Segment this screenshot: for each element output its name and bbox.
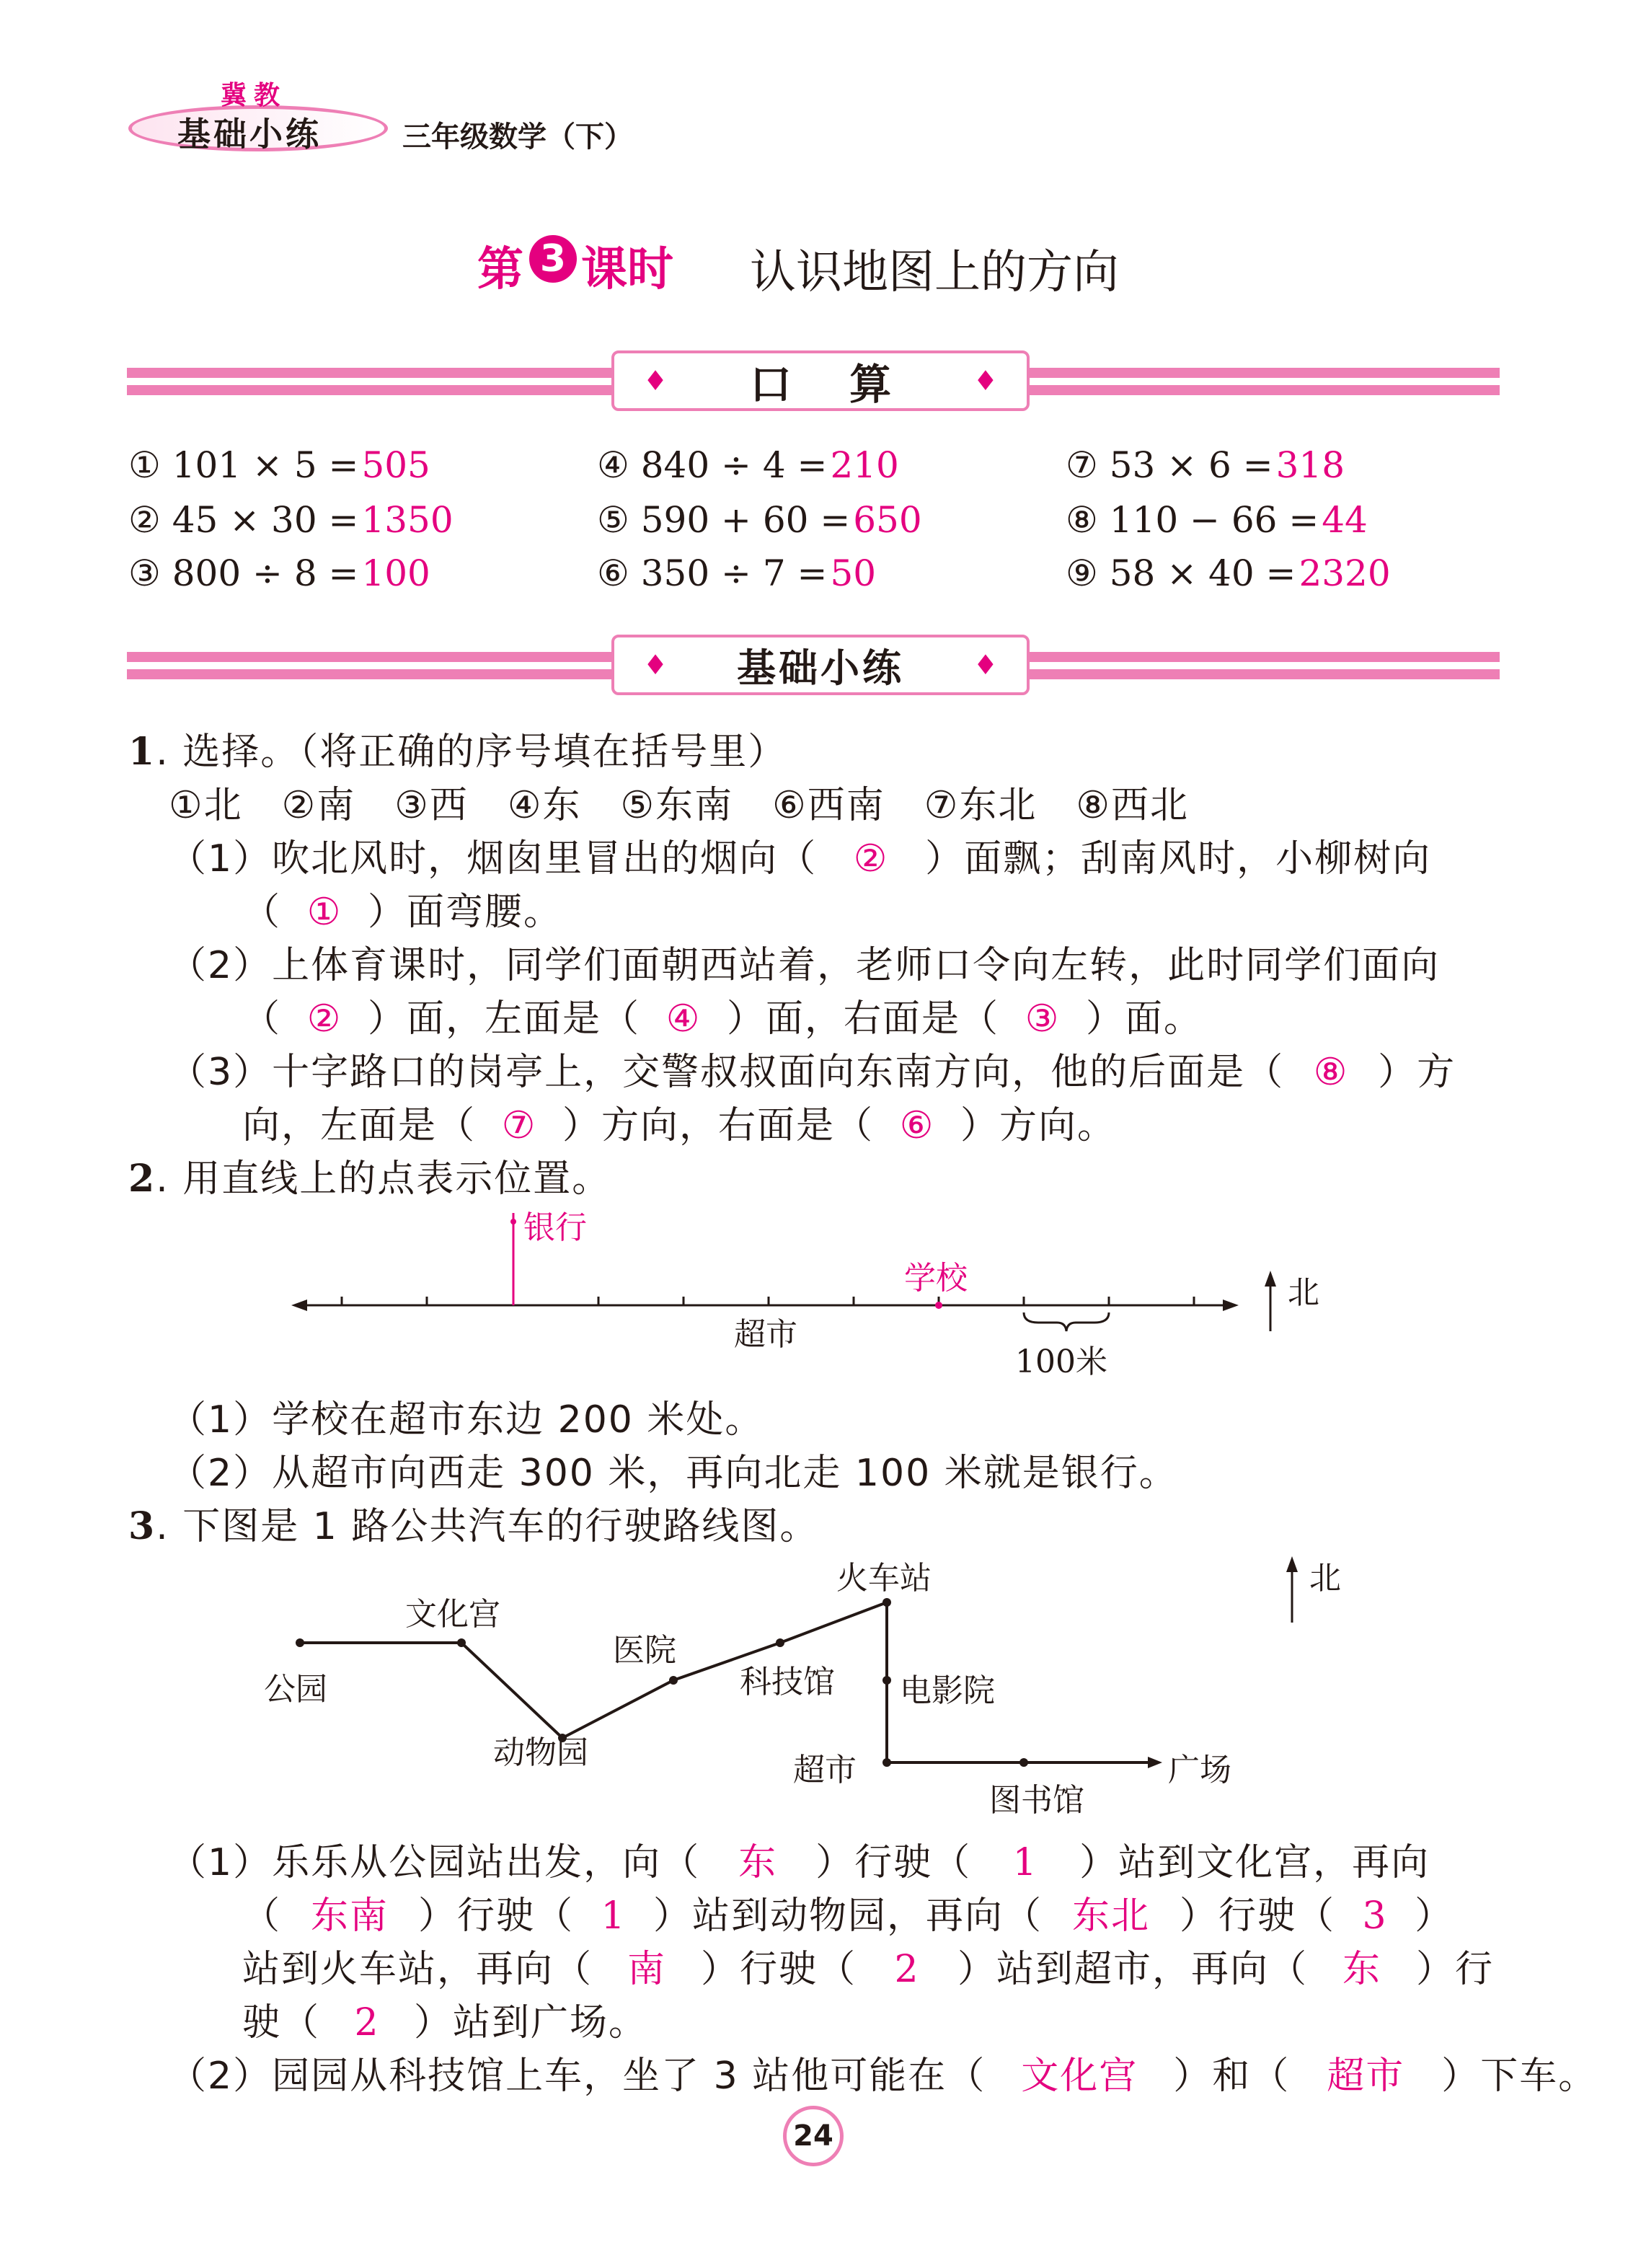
calc-item: ⑨ 58 × 40 =2320	[1066, 552, 1391, 594]
map-north-label: 北	[1309, 1560, 1341, 1597]
page-number: 24	[783, 2106, 844, 2166]
answer-blank: ②	[853, 837, 889, 881]
page-title: 认识地图上的方向	[750, 246, 1119, 299]
section-title-basic: 基础小练	[737, 645, 904, 691]
stop-square: 广场	[1168, 1752, 1231, 1788]
label-scale: 100米	[1015, 1343, 1107, 1380]
q3-part1-line1: （1）乐乐从公园站出发，向（ 东 ）行驶（ 1 ）站到文化宫，再向	[169, 1832, 1430, 1886]
q3-part1-line2: （ 东南 ）行驶（ 1 ）站到动物园，再向（ 东北 ）行驶（ 3 ）	[242, 1885, 1454, 1939]
diamond-icon: ♦	[973, 649, 998, 681]
q1-part3-line1: （3）十字路口的岗亭上，交警叔叔面向东南方向，他的后面是（ ⑧ ）方	[169, 1051, 1456, 1094]
q3-part1-line4: 驶（ 2 ）站到广场。	[242, 2001, 648, 2044]
q3-part1-line3: 站到火车站，再向（ 南 ）行驶（ 2 ）站到超市，再向（ 东 ）行	[242, 1938, 1494, 1993]
stop-library: 图书馆	[989, 1782, 1084, 1819]
answer-blank: 2	[894, 1948, 920, 1991]
lesson-prefix: 第	[477, 243, 523, 296]
answer-blank: 东	[1342, 1948, 1382, 1991]
stop-railway-station: 火车站	[836, 1560, 932, 1597]
diamond-icon: ♦	[643, 649, 668, 681]
answer-blank: 东北	[1072, 1894, 1151, 1938]
lesson-suffix: 课时	[581, 243, 673, 296]
grade-label: 三年级数学（下）	[402, 120, 633, 154]
answer-blank: ③	[1025, 997, 1061, 1041]
q1-options: ①北 ②南 ③西 ④东 ⑤东南 ⑥西南 ⑦东北 ⑧西北	[169, 784, 1189, 827]
calc-item: ③ 800 ÷ 8 =100	[128, 552, 430, 594]
section-title-oral: 口 算	[749, 360, 913, 409]
q1-part1-line1: （1）吹北风时，烟囱里冒出的烟向（ ② ）面飘；刮南风时，小柳树向	[169, 837, 1432, 881]
stop-park: 公园	[264, 1671, 327, 1708]
calc-item: ② 45 × 30 =1350	[128, 499, 454, 541]
school-point	[935, 1302, 942, 1309]
answer-blank: 南	[627, 1948, 667, 1991]
answer-blank: 2	[354, 2001, 380, 2044]
q3-prompt: 3. 下图是 1 路公共汽车的行驶路线图。	[128, 1504, 819, 1548]
q1-part3-line2: 向，左面是（ ⑦ ）方向，右面是（ ⑥ ）方向。	[242, 1104, 1117, 1147]
q1-part2-line2: （ ② ）面，左面是（ ④ ）面，右面是（ ③ ）面。	[242, 997, 1203, 1041]
answer-blank: ⑥	[899, 1104, 935, 1147]
stop-supermarket: 超市	[793, 1752, 857, 1788]
answer-blank: 超市	[1327, 2055, 1405, 2098]
q2-statement-1: （1）学校在超市东边 200 米处。	[169, 1398, 764, 1442]
arrow-left-icon	[291, 1300, 307, 1311]
answer-blank: 1	[1012, 1841, 1038, 1884]
q1-prompt: 1. 选择。（将正确的序号填在括号里）	[128, 730, 787, 774]
series-label: 基础小练	[177, 115, 322, 154]
label-market: 超市	[734, 1316, 797, 1353]
scale-brace	[1024, 1312, 1109, 1331]
answer-blank: ④	[665, 997, 702, 1041]
route-end-arrow-icon	[1148, 1757, 1162, 1768]
q1-part2-line1: （2）上体育课时，同学们面朝西站着，老师口令向左转，此时同学们面向	[169, 944, 1441, 987]
diamond-icon: ♦	[643, 365, 668, 397]
label-school: 学校	[904, 1260, 968, 1297]
stop-science-museum: 科技馆	[740, 1664, 835, 1700]
calc-item: ⑤ 590 + 60 =650	[597, 499, 922, 541]
label-bank: 银行	[523, 1209, 587, 1246]
stop-culture-palace: 文化宫	[405, 1596, 500, 1633]
answer-blank: 东	[738, 1841, 778, 1884]
diamond-icon: ♦	[973, 365, 998, 397]
arrow-right-icon	[1223, 1300, 1239, 1311]
calc-item: ⑦ 53 × 6 =318	[1066, 444, 1345, 486]
answer-blank: 3	[1362, 1894, 1388, 1938]
answer-blank: 文化宫	[1021, 2055, 1138, 2098]
q2-prompt: 2. 用直线上的点表示位置。	[128, 1157, 611, 1201]
calc-item: ⑥ 350 ÷ 7 =50	[597, 552, 877, 594]
calc-item: ① 101 × 5 =505	[128, 444, 430, 486]
q2-statement-2: （2）从超市向西走 300 米，再向北走 100 米就是银行。	[169, 1452, 1178, 1495]
publisher-label: 冀教	[221, 81, 288, 110]
lesson-number-badge: 3	[529, 235, 577, 283]
answer-blank: ①	[306, 891, 342, 934]
answer-blank: ⑦	[501, 1104, 537, 1147]
stop-cinema: 电影院	[900, 1672, 995, 1709]
calc-item: ⑧ 110 − 66 =44	[1066, 499, 1368, 541]
answer-blank: 1	[601, 1894, 627, 1938]
stop-zoo: 动物园	[493, 1734, 588, 1771]
q1-part1-line2: （ ① ）面弯腰。	[242, 891, 563, 934]
answer-blank: ②	[306, 997, 342, 1041]
calc-item: ④ 840 ÷ 4 =210	[597, 444, 899, 486]
label-north: 北	[1288, 1274, 1319, 1311]
stop-hospital: 医院	[613, 1632, 676, 1669]
answer-blank: 东南	[311, 1894, 389, 1938]
answer-blank: ⑧	[1313, 1051, 1349, 1094]
q3-part2: （2）园园从科技馆上车，坐了 3 站他可能在（ 文化宫 ）和（ 超市 ）下车。	[169, 2045, 1597, 2099]
number-line-ticks	[342, 1297, 1194, 1305]
